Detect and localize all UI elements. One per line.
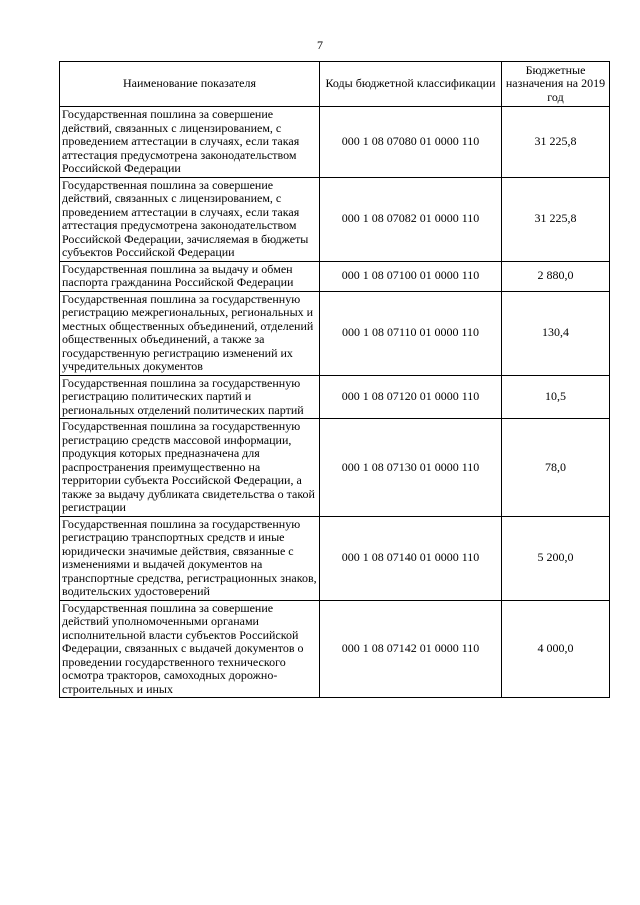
table-row bbox=[60, 375, 610, 419]
table-row bbox=[60, 107, 610, 178]
row-budget-code: 000 1 08 07130 01 0000 110 bbox=[320, 419, 502, 517]
row-indicator-name: Государственная пошлина за государственную регистрацию межрегиональных, региональных и местных общественных объединений, отделений общественных объединений, а также за государственную регистрацию изменений их учредительных документов bbox=[60, 291, 320, 375]
header-budget-amount: Бюджетные назначения на 2019 год bbox=[502, 62, 610, 107]
header-budget-code: Коды бюджетной классификации bbox=[320, 62, 502, 107]
header-indicator-name: Наименование показателя bbox=[60, 62, 320, 107]
row-indicator-name: Государственная пошлина за государственную регистрацию средств массовой информации, продукция которых предназначена для распространения преимущественно на территории субъекта Российской Федерации, а также за выдачу дубликата свидетельства о такой регистрации bbox=[60, 419, 320, 517]
table-row bbox=[60, 177, 610, 261]
table-row bbox=[60, 516, 610, 600]
table-row bbox=[60, 600, 610, 698]
table-row bbox=[60, 291, 610, 375]
table-row bbox=[60, 261, 610, 291]
row-budget-amount: 2 880,0 bbox=[502, 261, 610, 291]
row-indicator-name: Государственная пошлина за государственную регистрацию политических партий и региональных отделений политических партий bbox=[60, 375, 320, 419]
row-budget-amount: 31 225,8 bbox=[502, 107, 610, 178]
row-budget-amount: 5 200,0 bbox=[502, 516, 610, 600]
row-budget-code: 000 1 08 07082 01 0000 110 bbox=[320, 177, 502, 261]
row-budget-code: 000 1 08 07140 01 0000 110 bbox=[320, 516, 502, 600]
row-budget-code: 000 1 08 07100 01 0000 110 bbox=[320, 261, 502, 291]
row-budget-code: 000 1 08 07120 01 0000 110 bbox=[320, 375, 502, 419]
row-budget-code: 000 1 08 07110 01 0000 110 bbox=[320, 291, 502, 375]
row-indicator-name: Государственная пошлина за выдачу и обмен паспорта гражданина Российской Федерации bbox=[60, 261, 320, 291]
row-budget-amount: 78,0 bbox=[502, 419, 610, 517]
table-header-row bbox=[60, 62, 610, 107]
page-number: 7 bbox=[317, 38, 323, 52]
row-budget-amount: 130,4 bbox=[502, 291, 610, 375]
row-budget-code: 000 1 08 07142 01 0000 110 bbox=[320, 600, 502, 698]
row-budget-amount: 4 000,0 bbox=[502, 600, 610, 698]
row-budget-amount: 10,5 bbox=[502, 375, 610, 419]
row-budget-amount: 31 225,8 bbox=[502, 177, 610, 261]
row-indicator-name: Государственная пошлина за совершение действий, связанных с лицензированием, с проведением аттестации в случаях, если такая аттестация предусмотрена законодательством Российской Федерации bbox=[60, 107, 320, 178]
row-indicator-name: Государственная пошлина за государственную регистрацию транспортных средств и иные юридически значимые действия, связанные с изменениями и выдачей документов на транспортные средства, регистрационных знаков, водительских удостоверений bbox=[60, 516, 320, 600]
row-indicator-name: Государственная пошлина за совершение действий уполномоченными органами исполнительной власти субъектов Российской Федерации, связанных с выдачей документов о проведении государственного технического осмотра тракторов, самоходных дорожно-строительных и иных bbox=[60, 600, 320, 698]
row-budget-code: 000 1 08 07080 01 0000 110 bbox=[320, 107, 502, 178]
row-indicator-name: Государственная пошлина за совершение действий, связанных с лицензированием, с проведением аттестации в случаях, если такая аттестация предусмотрена законодательством Российской Федерации, зачисляемая в бюджеты субъектов Российской Федерации bbox=[60, 177, 320, 261]
budget-revenue-table bbox=[59, 61, 610, 698]
table-row bbox=[60, 419, 610, 517]
